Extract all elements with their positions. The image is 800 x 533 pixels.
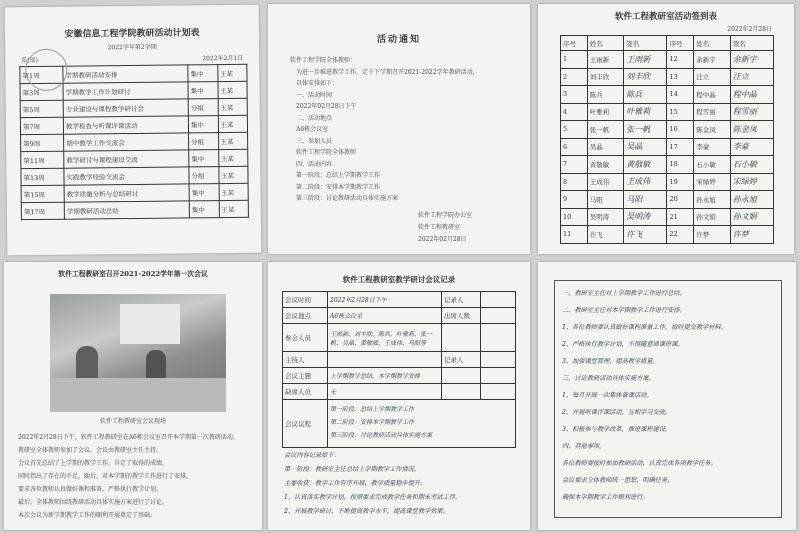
notice-line: 软件工程学院全体教师 [296, 149, 357, 156]
record-value: A6栋会议室 [328, 308, 442, 324]
record-row [283, 292, 516, 308]
record-value: 上学期教学总结，本学期教学安排 [328, 368, 442, 384]
signature-cell: 吴明涛 [624, 208, 667, 226]
record-value-2 [481, 292, 516, 308]
signature-cell: 许飞 [624, 226, 667, 244]
sign-row [561, 86, 774, 104]
plan-cell-form: 集中 [188, 65, 218, 82]
doc2-footer-org: 软件工程学院办公室 [418, 212, 473, 219]
signature-cell: 王成伟 [624, 173, 667, 191]
plan-cell-content: 实践教学经验交流会 [64, 167, 189, 185]
handwritten-line: 各位教师要按时参加教研活动，认真完成各项教学任务。 [562, 460, 717, 467]
record-value-2 [481, 324, 516, 352]
plan-cell-time: 第7周 [20, 117, 63, 134]
notice-line: 第一阶段：总结上学期教学工作 [296, 172, 381, 179]
doc1-stamp [25, 49, 67, 91]
handwritten-line: 2、严格执行教学计划，不得随意调课停课。 [562, 341, 684, 348]
record-value: 2022年2月28日下午 [328, 292, 442, 308]
record-label-2 [442, 384, 481, 400]
signature-cell: 张一帆 [624, 121, 667, 139]
record-row [283, 352, 516, 368]
record-label: 会议时间 [283, 292, 328, 308]
news-paragraph-line: 同时指出了存在的不足。随后，对本学期的教学工作进行了安排， [18, 473, 193, 480]
sign-cell: 李豪 [694, 138, 730, 156]
plan-cell-form: 分组 [189, 167, 219, 184]
signature-cell: 许梦 [730, 226, 773, 244]
sign-cell: 13 [667, 68, 694, 86]
plan-cell-person: 王某 [218, 115, 248, 132]
record-value [328, 352, 442, 368]
doc2-footer-date: 2022年02月28日 [418, 236, 467, 243]
record-value-2 [481, 352, 516, 368]
doc1-title: 安徽信息工程学院教研活动计划表 [64, 28, 200, 40]
news-paragraph-line: 本次会议为新学期教学工作的顺利开展奠定了基础。 [18, 512, 157, 519]
plan-cell-content: 学期教研活动总结 [64, 201, 189, 219]
news-paragraph-line: 会议首先总结了上学期的教学工作，肯定了取得的成绩， [18, 460, 169, 467]
sign-cell: 14 [667, 86, 694, 104]
signature-cell: 陈金凤 [730, 121, 773, 139]
sign-row [561, 103, 774, 121]
handwritten-line: 一、教研室主任对上学期教学工作进行总结。 [562, 290, 686, 297]
record-label-2 [442, 368, 481, 384]
signature-cell: 程中晶 [730, 86, 773, 104]
sign-row [561, 138, 774, 156]
plan-cell-time: 第13周 [21, 168, 64, 185]
plan-cell-person: 王某 [218, 149, 248, 166]
sign-header-cell: 姓名 [587, 36, 623, 51]
record-label-2: 记录人 [442, 292, 481, 308]
doc1-subtitle: 2022学年第2学期 [107, 43, 157, 52]
signature-cell: 孙文娟 [730, 208, 773, 226]
sign-cell: 马阳 [587, 191, 623, 209]
signature-cell: 程雪丽 [730, 103, 773, 121]
doc3-title: 软件工程教研室活动签到表 [614, 12, 717, 22]
document-activity-notice [268, 4, 530, 254]
record-label-2: 出席人数 [442, 308, 481, 324]
record-note-line: 第一阶段：教研室主任总结上学期教学工作情况。 [284, 466, 421, 473]
doc6-body [562, 288, 776, 509]
doc1-meta-right: 2022年2月1日 [202, 54, 244, 63]
record-value: 王雨新、刘丰欣、陈兵、叶雅莉、张一帆、吴晶、黄敬敏、王成伟、马阳等 [328, 324, 442, 352]
notice-line: 二、活动地点 [296, 114, 333, 122]
handwritten-line: 三、讨论教研活动具体实施方案。 [562, 375, 655, 382]
sign-cell: 22 [667, 226, 694, 244]
plan-cell-person: 王某 [219, 200, 249, 217]
notice-line: 软件工程学院全体教师： [290, 57, 357, 64]
record-value-2 [481, 308, 516, 324]
record-label: 会议地点 [283, 308, 328, 324]
doc5-notes [284, 450, 520, 520]
plan-cell-form: 集中 [188, 82, 218, 99]
plan-cell-time: 第11周 [21, 151, 64, 168]
sign-row [561, 208, 774, 226]
plan-cell-person: 王某 [217, 64, 247, 81]
photo-person-right [146, 350, 166, 380]
sign-cell: 石小敏 [694, 156, 730, 174]
handwritten-line: 2、开展听课评课活动，互相学习交流。 [562, 409, 672, 416]
meeting-photo [50, 294, 226, 412]
news-paragraph-line: 最后，全体教师围绕教研活动具体实施方案进行了讨论。 [18, 499, 169, 506]
sign-row [561, 226, 774, 244]
sign-cell: 20 [667, 191, 694, 209]
record-note-line: 2、开展教学研讨，不断提高教学水平，提高课堂教学效果。 [284, 508, 449, 515]
sign-cell: 许飞 [587, 226, 623, 244]
plan-cell-time: 第9周 [21, 134, 64, 151]
doc3-sign-table [560, 35, 774, 244]
notice-line: 2022年02月28日下午 [296, 103, 357, 110]
sign-row [561, 191, 774, 209]
agenda-item: 第二阶段：安排本学期教学工作 [330, 419, 415, 426]
record-value-2 [481, 384, 516, 400]
plan-cell-person: 王某 [217, 81, 247, 98]
sign-header-cell: 姓名 [694, 36, 730, 51]
plan-cell-form: 分组 [189, 133, 219, 150]
signature-cell: 李豪 [730, 138, 773, 156]
sign-cell: 5 [561, 121, 588, 139]
record-row [283, 368, 516, 384]
sign-cell: 19 [667, 173, 694, 191]
notice-line: 第三阶段：讨论教研活动具体实施方案 [296, 195, 399, 202]
photo-window [120, 304, 180, 344]
record-row [283, 308, 516, 324]
record-row [283, 324, 516, 352]
document-activity-plan [5, 5, 262, 256]
sign-cell: 刘丰欣 [587, 68, 623, 86]
plan-cell-time: 第15周 [21, 185, 64, 202]
notice-line: 具体安排如下： [296, 80, 339, 87]
sign-cell: 15 [667, 103, 694, 121]
sign-cell: 4 [561, 103, 588, 121]
sign-cell: 12 [667, 51, 694, 69]
sign-cell: 11 [561, 226, 588, 244]
sign-cell: 孙文娟 [694, 208, 730, 226]
plan-cell-form: 集中 [189, 201, 219, 218]
sign-cell: 3 [561, 86, 588, 104]
sign-cell: 宋绿婷 [694, 173, 730, 191]
sign-header-cell: 序号 [667, 36, 694, 51]
notice-line: 一、活动时间 [296, 91, 333, 99]
doc5-title: 软件工程教研室教学研讨会议记录 [342, 275, 456, 284]
signature-cell: 王雨新 [624, 51, 667, 69]
plan-row [21, 200, 248, 219]
sign-cell: 17 [667, 138, 694, 156]
plan-cell-form: 集中 [189, 150, 219, 167]
sign-header-cell: 序号 [561, 36, 588, 51]
plan-cell-content: 教学研讨与课程建设交流 [64, 150, 189, 168]
sign-cell: 18 [667, 156, 694, 174]
agenda-item: 第三阶段：讨论教研活动具体实施方案 [330, 432, 433, 439]
doc4-caption: 软件工程教研室会议现场 [99, 418, 166, 425]
doc2-footer-dept: 软件工程教研室 [418, 224, 461, 231]
signature-cell: 吴晶 [624, 138, 667, 156]
sign-cell: 汪立 [694, 68, 730, 86]
sign-cell: 陈金凤 [694, 121, 730, 139]
sign-cell: 21 [667, 208, 694, 226]
sign-cell: 黄敬敏 [587, 156, 623, 174]
doc4-title: 软件工程教研室召开2021-2022学年第一次会议 [58, 270, 208, 278]
sign-cell: 8 [561, 173, 588, 191]
notice-line: 第二阶段：安排本学期教学工作 [296, 183, 381, 191]
sign-cell: 吴明涛 [587, 208, 623, 226]
sign-cell: 吴晶 [587, 138, 623, 156]
plan-cell-form: 集中 [188, 116, 218, 133]
sign-row [561, 121, 774, 139]
sign-cell: 9 [561, 191, 588, 209]
plan-cell-person: 王某 [218, 98, 248, 115]
plan-cell-form: 分组 [188, 99, 218, 116]
notice-line: A6栋会议室 [296, 126, 329, 133]
record-row [283, 384, 516, 400]
agenda-item: 第一阶段：总结上学期教学工作 [330, 406, 415, 413]
signature-cell: 宋绿婷 [730, 173, 773, 191]
sign-row [561, 51, 774, 69]
signature-cell: 马阳 [624, 191, 667, 209]
document-meeting-record [268, 262, 530, 530]
plan-cell-time: 第17周 [21, 202, 64, 219]
plan-cell-person: 王某 [218, 132, 248, 149]
sign-header-cell: 签名 [624, 36, 667, 51]
photo-person-left [76, 346, 98, 380]
sign-header-cell: 签名 [730, 36, 773, 51]
record-label-2: 记录人 [442, 352, 481, 368]
sign-cell: 程中晶 [694, 86, 730, 104]
handwritten-line: 1、各位教师要认真做好课程准备工作，按时提交教学材料。 [562, 324, 727, 331]
sign-cell: 程雪丽 [694, 103, 730, 121]
document-sign-in-sheet [538, 4, 794, 254]
sign-cell: 7 [561, 156, 588, 174]
handwritten-line: 会议要求全体教师统一思想，明确任务， [562, 477, 674, 484]
sign-cell: 16 [667, 121, 694, 139]
doc5-record-table [282, 291, 516, 448]
plan-cell-time: 第5周 [20, 100, 63, 117]
sign-row [561, 156, 774, 174]
doc1-meta-left: 系(部) [21, 56, 38, 65]
sign-cell: 孙永旭 [694, 191, 730, 209]
handwritten-line: 四、其他事项。 [562, 443, 606, 450]
agenda-row [283, 400, 516, 448]
sign-cell: 王成伟 [587, 173, 623, 191]
record-note-line: 主要收获：教学工作有序开展，教学质量稳步提升。 [284, 480, 427, 487]
signature-cell: 孙永旭 [730, 191, 773, 209]
record-label: 会议主题 [283, 368, 328, 384]
sign-cell: 王雨新 [587, 51, 623, 69]
signature-cell: 刘丰欣 [624, 68, 667, 86]
plan-cell-content: 期中教学工作交流会 [64, 133, 189, 151]
document-handwritten-notes [538, 262, 796, 530]
signature-cell: 陈兵 [624, 86, 667, 104]
handwritten-line: 1、每月开展一次集体备课活动。 [562, 392, 653, 399]
news-paragraph-line: 要求各位教师认真做好课程准备，严格执行教学计划。 [18, 486, 163, 493]
sign-cell: 许梦 [694, 226, 730, 244]
doc2-body [290, 55, 530, 205]
sign-cell: 张一帆 [587, 121, 623, 139]
handwritten-line: 3、积极参与教学改革，推进课程建设。 [562, 426, 672, 433]
sign-cell: 2 [561, 68, 588, 86]
plan-cell-content: 学期教学工作计划研讨 [63, 82, 188, 100]
sign-row [561, 173, 774, 191]
sign-cell: 陈兵 [587, 86, 623, 104]
notice-line: 四、活动内容 [296, 160, 333, 168]
agenda-value [328, 400, 516, 448]
plan-cell-time: 第3周 [20, 83, 63, 100]
doc4-body [18, 432, 254, 523]
record-label: 主持人 [283, 352, 328, 368]
record-label: 缺席人员 [283, 384, 328, 400]
news-paragraph-line: 教研室全体教师参加了会议。会议由教研室主任主持。 [18, 447, 163, 454]
doc3-date: 2022年2月28日 [727, 26, 772, 33]
plan-cell-form: 集中 [189, 184, 219, 201]
signature-cell: 石小敏 [730, 156, 773, 174]
record-note-line: 会议内容记录如下： [284, 452, 340, 459]
signature-cell: 余新宇 [730, 51, 773, 69]
signature-cell: 汪立 [730, 68, 773, 86]
sign-cell: 叶雅莉 [587, 103, 623, 121]
record-label-2 [442, 324, 481, 352]
sign-cell: 1 [561, 51, 588, 69]
sign-cell: 10 [561, 208, 588, 226]
plan-cell-content: 教学检查与听课评课活动 [63, 116, 188, 134]
document-meeting-news [4, 262, 262, 530]
sign-row [561, 68, 774, 86]
sign-cell: 余新宇 [694, 51, 730, 69]
plan-cell-person: 王某 [219, 183, 249, 200]
news-paragraph-line: 2022年2月28日下午，软件工程教研室在A6栋会议室召开本学期第一次教研活动， [18, 434, 239, 441]
doc2-title: 活动通知 [376, 35, 421, 45]
record-value: 无 [328, 384, 442, 400]
plan-cell-content: 学期教研活动安排 [63, 65, 188, 83]
plan-cell-time: 第1周 [20, 66, 63, 83]
record-value-2 [481, 368, 516, 384]
photo-table [50, 378, 226, 412]
signature-cell: 叶雅莉 [624, 103, 667, 121]
plan-cell-content: 教学质量分析与总结研讨 [64, 184, 189, 202]
agenda-label: 会议议程 [283, 400, 328, 448]
handwritten-line: 确保本学期教学工作顺利进行。 [562, 494, 649, 501]
notice-line: 三、参加人员 [296, 137, 333, 145]
notice-line: 为进一步推进教学工作，定于下学期召开2021-2022学年教研活动， [296, 68, 479, 76]
record-note-line: 1、认真落实教学计划，按照要求完成教学任务和期末考试工作。 [284, 494, 462, 501]
sign-cell: 6 [561, 138, 588, 156]
handwritten-line: 二、教研室主任对本学期教学工作进行安排。 [562, 307, 686, 314]
handwritten-line: 3、加强课堂管理，提高教学质量。 [562, 358, 659, 365]
signature-cell: 黄敬敏 [624, 156, 667, 174]
plan-cell-content: 专业建设与课程教学研讨会 [63, 99, 188, 117]
record-label: 参会人员 [283, 324, 328, 352]
plan-cell-person: 王某 [218, 166, 248, 183]
